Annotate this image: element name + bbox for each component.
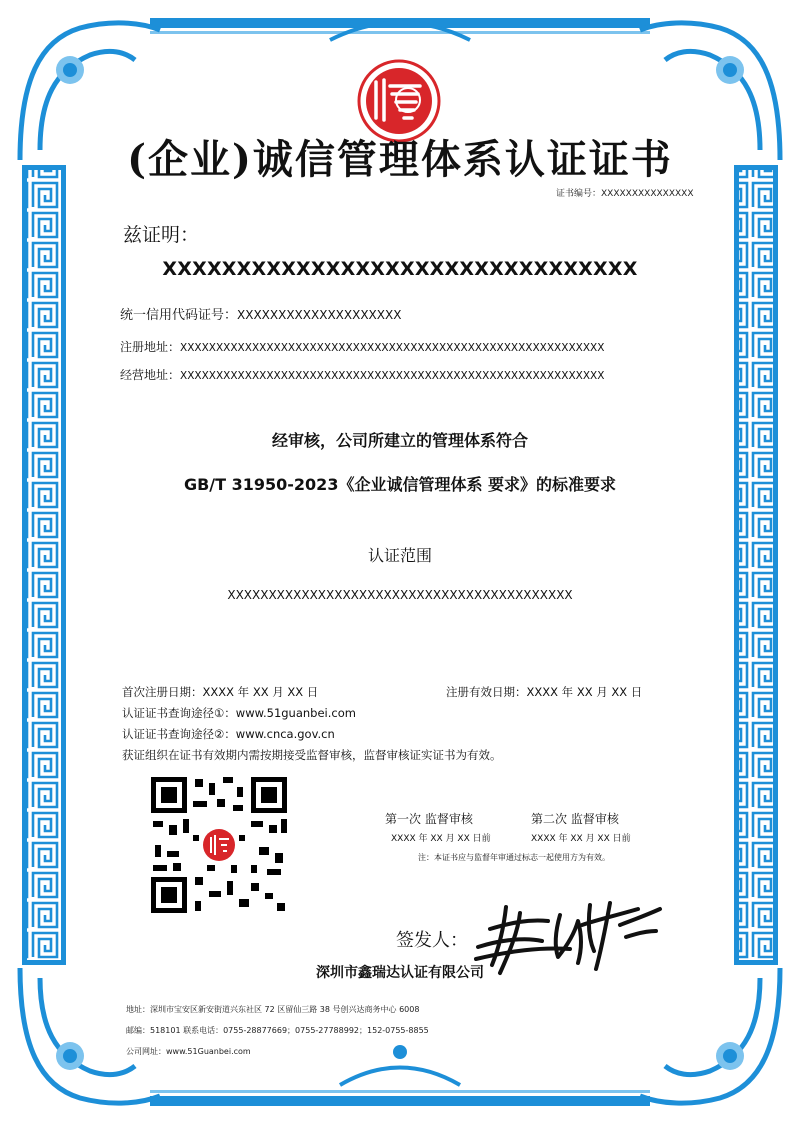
biz-address-row	[120, 366, 604, 383]
reg-address-label: 注册地址：	[120, 340, 181, 354]
footer-contact: 邮编：518101 联系电话：0755-28877669；0755-27788992；152-0755-8855	[126, 1026, 429, 1035]
valid-until-date: 注册有效日期：XXXX 年 XX 月 XX 日	[446, 685, 643, 699]
scope-title: 认证范围	[367, 546, 432, 565]
statement-line-2: GB/T 31950-2023《企业诚信管理体系 要求》的标准要求	[183, 475, 617, 494]
surveillance-2-title: 第二次 监督审核	[531, 812, 619, 826]
validity-note: 获证组织在证书有效期内需按期接受监督审核，监督审核证实证书为有效。	[122, 748, 502, 762]
credit-code-row	[120, 304, 401, 323]
certificate-number	[556, 186, 694, 199]
qr-code[interactable]	[147, 773, 291, 917]
reg-address-value: XXXXXXXXXXXXXXXXXXXXXXXXXXXXXXXXXXXXXXXXXXXXXXXXXXXXXXXXXXX	[180, 342, 605, 354]
company-name: XXXXXXXXXXXXXXXXXXXXXXXXXXXXXXXX	[162, 258, 638, 280]
certificate-title: (企业)诚信管理体系认证证书	[127, 136, 673, 183]
cert-no-value: XXXXXXXXXXXXXXX	[601, 189, 694, 199]
credit-code-value: XXXXXXXXXXXXXXXXXXXX	[237, 308, 402, 322]
reg-address-row	[120, 338, 604, 355]
biz-address-value: XXXXXXXXXXXXXXXXXXXXXXXXXXXXXXXXXXXXXXXXXXXXXXXXXXXXXXXXXXX	[180, 370, 605, 382]
first-registration-date: 首次注册日期：XXXX 年 XX 月 XX 日	[122, 685, 319, 699]
scope-value: XXXXXXXXXXXXXXXXXXXXXXXXXXXXXXXXXXXXXXXXXX	[227, 588, 573, 602]
cert-no-label: 证书编号：	[556, 189, 602, 199]
credit-code-label: 统一信用代码证号：	[120, 308, 238, 323]
query-channel-1: 认证证书查询途径①：www.51guanbei.com	[122, 706, 356, 720]
hereby-certify-label: 兹证明：	[123, 224, 200, 246]
footer-website: 公司网址：www.51Guanbei.com	[126, 1047, 251, 1056]
footer-address: 地址：深圳市宝安区新安街道兴东社区 72 区留仙三路 38 号创兴达商务中心 6008	[126, 1005, 420, 1014]
surveillance-2-date: XXXX 年 XX 月 XX 日前	[531, 834, 631, 844]
signatory-label: 签发人：	[396, 930, 468, 951]
issuing-organization: 深圳市鑫瑞达认证有限公司	[316, 965, 484, 981]
biz-address-label: 经营地址：	[120, 368, 181, 382]
surveillance-note: 注：本证书应与监督年审通过标志一起使用方为有效。	[418, 853, 610, 862]
statement-line-1: 经审核，公司所建立的管理体系符合	[271, 431, 528, 450]
surveillance-1-title: 第一次 监督审核	[385, 812, 473, 826]
query-channel-2: 认证证书查询途径②：www.cnca.gov.cn	[122, 727, 335, 741]
surveillance-1-date: XXXX 年 XX 月 XX 日前	[391, 834, 491, 844]
